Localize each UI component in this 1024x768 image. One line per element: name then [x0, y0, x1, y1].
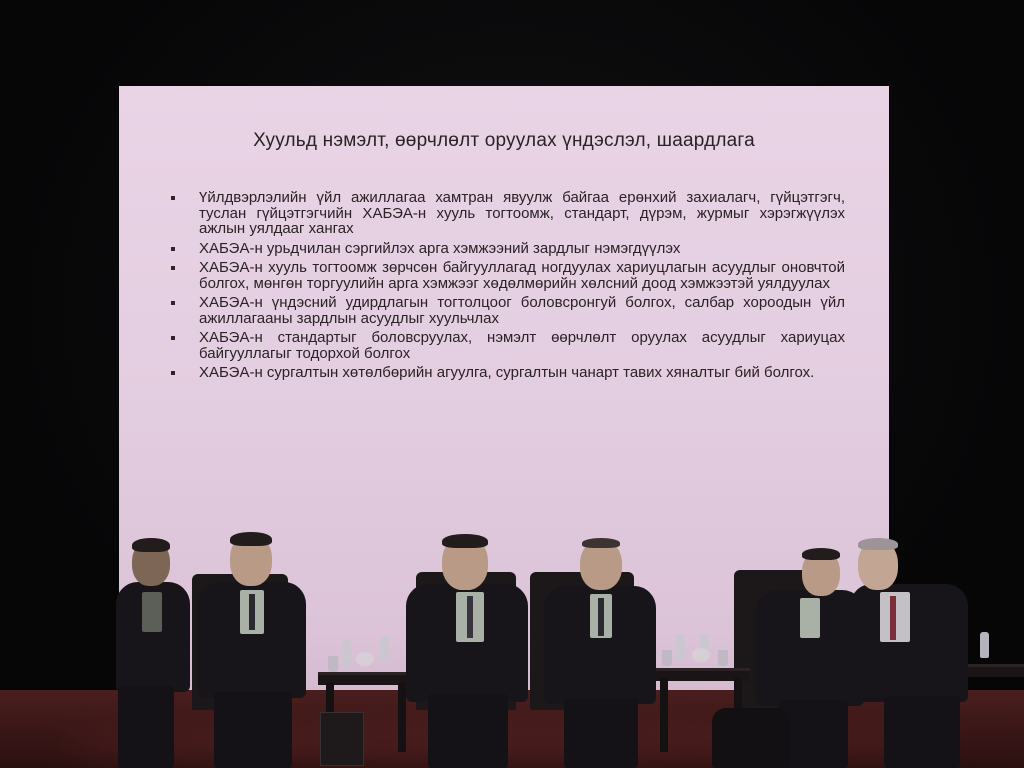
slide-bullet-text: Үйлдвэрлэлийн үйл ажиллагаа хамтран явуулж байгаа ерөнхий захиалагч, гүйцэтгэгч, туслан гүйцэтгэгчийн ХАБЭА-н хууль тогтоомж, стандарт, дүрэм, журмыг хэрэгжүүлэх ажлын уялдааг хангах	[199, 189, 845, 237]
water-bottle	[980, 632, 989, 658]
slide-bullet-text: ХАБЭА-н стандартыг боловсруулах, нэмэлт өөрчлөлт оруулах асуудлыг хариуцах байгууллагыг тодорхой болгох	[199, 329, 845, 362]
water-bottle	[380, 636, 389, 662]
slide-bullet-text: ХАБЭА-н үндэсний удирдлагын тогтолцоог боловсронгуй болгох, салбар хороодын үйл ажиллагааны зардлын асуудлыг хуульчлах	[199, 294, 845, 327]
glass	[328, 656, 338, 672]
glass	[718, 650, 728, 666]
bullet-marker-icon	[171, 247, 175, 251]
panelist	[192, 532, 312, 768]
bullet-marker-icon	[171, 301, 175, 305]
slide-bullet	[169, 365, 845, 381]
bullet-marker-icon	[171, 371, 175, 375]
slide-bullet-list	[169, 190, 845, 385]
backpack	[712, 708, 790, 768]
slide-bullet	[169, 295, 845, 326]
bullet-marker-icon	[171, 336, 175, 340]
water-bottle	[342, 640, 351, 666]
slide-bullet	[169, 260, 845, 291]
bullet-marker-icon	[171, 196, 175, 200]
panelist	[402, 534, 532, 768]
slide-bullet-text: ХАБЭА-н сургалтын хөтөлбөрийн агуулга, сургалтын чанарт тавих хяналтыг бий болгох.	[199, 364, 815, 381]
water-bottle	[676, 634, 685, 660]
flower-arrangement	[692, 648, 710, 662]
glass	[662, 650, 672, 666]
bullet-marker-icon	[171, 266, 175, 270]
slide-bullet	[169, 190, 845, 237]
flower-arrangement	[356, 652, 374, 666]
slide-bullet	[169, 241, 845, 257]
panelist	[540, 538, 660, 768]
slide-bullet	[169, 330, 845, 361]
panelist	[108, 536, 198, 768]
slide-bullet-text: ХАБЭА-н урьдчилан сэргийлэх арга хэмжээний зардлыг нэмэгдүүлэх	[199, 239, 681, 257]
gift-bag	[320, 712, 364, 766]
slide-title: Хуульд нэмэлт, өөрчлөлт оруулах үндэслэл, шаардлага	[253, 130, 755, 151]
table-leg	[660, 678, 668, 752]
side-table	[968, 664, 1024, 677]
panelist	[844, 538, 974, 768]
slide-bullet-text: ХАБЭА-н хууль тогтоомж зөрчсөн байгууллагад ногдуулах хариуцлагын асуудлыг оновчтой болгох, мөнгөн торгуулийн арга хэмжээг хөдөлмөрийн хөлсний доод хэмжээтэй уялдуулах	[199, 259, 845, 292]
